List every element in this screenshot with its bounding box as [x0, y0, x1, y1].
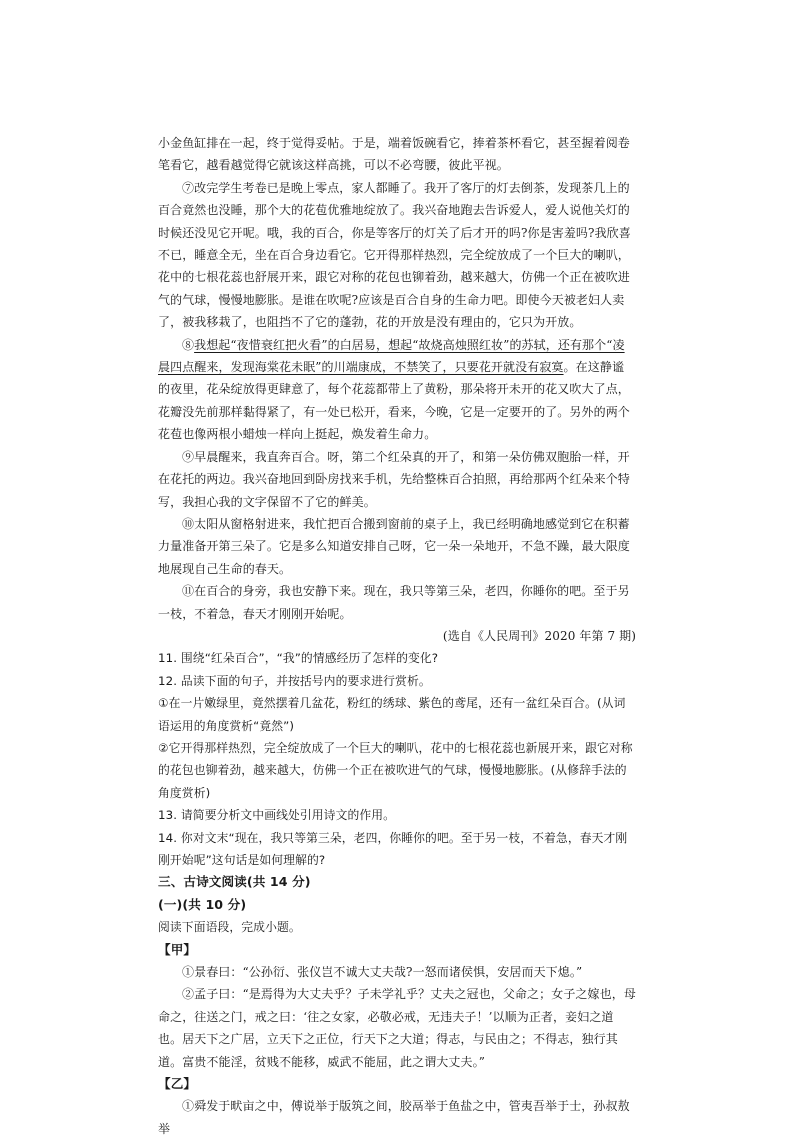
paragraph-8-rest: 。在这静谧的夜里，花朵绽放得更肆意了，每个花蕊都带上了黄粉，那朵将开未开的花又吹大了点，花瓣没先前那样黏得紧了，有一处已松开，看来，今晚，它是一定要开的了。另外的两个花苞也像两根小蜡烛一样向上挺起，焕发着生命力。	[158, 360, 630, 442]
section-3-title: 三、古诗文阅读(共 14 分)	[158, 874, 311, 890]
jia-paragraph-2: ②孟子曰：“是焉得为大丈夫乎？子未学礼乎？丈夫之冠也，父命之；女子之嫁也，母命之，往送之门，戒之曰：‘往之女家，必敬必戒，无违夫子！’以顺为正者，妾妇之道也。居天下之广居，立天下之正位，行天下之大道；得志，与民由之；不得志，独行其道。富贵不能淫，贫贱不能移，威武不能屈，此之谓大丈夫。”	[158, 987, 636, 1069]
underlined-poetry-quote: 我想起“夜惜衰红把火看”的白居易，想起“故烧高烛照红妆”的苏轼，还有那个“凌晨四点醒来，发现海棠花未眠”的川端康成，不禁笑了，只要花开就没有寂寞	[158, 337, 625, 375]
section-3-instruction: 阅读下面语段，完成小题。	[158, 920, 301, 935]
question-13: 13. 请简要分析文中画线处引用诗文的作用。	[158, 808, 396, 823]
jia-paragraph-1: ①景春曰：“公孙衍、张仪岂不诚大丈夫哉?一怒而诸侯惧，安居而天下熄。”	[182, 965, 583, 980]
essay-paragraph-10: ⑩太阳从窗格射进来，我忙把百合搬到窗前的桌子上，我已经明确地感觉到它在积蓄力量准备开第三朵了。它是多么知道安排自己呀，它一朵一朵地开，不急不躁，最大限度地展现自己生命的春天。	[158, 516, 630, 576]
essay-paragraph-9: ⑨早晨醒来，我直奔百合。呀，第二个红朵真的开了，和第一朵仿佛双胞胎一样，开在花托的两边。我兴奋地回到卧房找来手机，先给整株百合拍照，再给那两个红朵来个特写，我担心我的文字保留不了它的鲜美。	[158, 449, 630, 509]
question-12: 12. 品读下面的句子，并按括号内的要求进行赏析。	[158, 673, 431, 688]
yi-paragraph-1: ①舜发于畎亩之中，傅说举于版筑之间，胶鬲举于鱼盐之中，管夷吾举于士，孙叔敖举	[158, 1099, 630, 1136]
essay-paragraph-continued: 小金鱼缸排在一起，终于觉得妥帖。于是，端着饭碗看它，捧着茶杯看它，甚至握着阅卷笔看它，越看越觉得它就该这样高挑，可以不必弯腰，彼此平视。	[158, 136, 630, 173]
question-12-item-2: ②它开得那样热烈，完全绽放成了一个巨大的喇叭，花中的七根花蕊也新展开来，跟它对称的花包也铆着劲，越来越大，仿佛一个正在被吹进气的气球，慢慢地膨胀。(从修辞手法的角度赏析)	[158, 740, 633, 800]
essay-paragraph-11: ⑪在百合的身旁，我也安静下来。现在，我只等第三朵，老四，你睡你的吧。至于另一枝，不着急，春天才刚刚开始呢。	[158, 584, 630, 621]
essay-source: (选自《人民周刊》2020 年第 7 期)	[442, 628, 636, 643]
label-yi: 【乙】	[158, 1076, 197, 1092]
paragraph-8-number: ⑧	[182, 337, 195, 352]
essay-paragraph-7: ⑦改完学生考卷已是晚上零点，家人都睡了。我开了客厅的灯去倒茶，发现茶几上的百合竟然也没睡，那个大的花苞优雅地绽放了。我兴奋地跑去告诉爱人，爱人说他关灯的时候还没见它开呢。哦，我的百合，你是等客厅的灯关了后才开的吗?你是害羞吗?我欣喜不已，睡意全无，坐在百合身边看它。它开得那样热烈，完全绽放成了一个巨大的喇叭，花中的七根花蕊也舒展开来，跟它对称的花包也铆着劲，越来越大，仿佛一个正在被吹进气的气球，慢慢地膨胀。是谁在吹呢?应该是百合自身的生命力吧。即使今天被老妇人卖了，被我移栽了，也阻挡不了它的蓬勃，花的开放是没有理由的，它只为开放。	[158, 180, 631, 330]
document-body	[158, 132, 636, 1140]
question-11: 11. 围绕“红朵百合”，“我”的情感经历了怎样的变化?	[158, 651, 439, 666]
label-jia: 【甲】	[158, 941, 197, 957]
question-14: 14. 你对文末“现在，我只等第三朵，老四，你睡你的吧。至于另一枝，不着急，春天才刚刚开始呢”这句话是如何理解的?	[158, 830, 628, 867]
essay-paragraph-8	[158, 334, 636, 446]
section-3-part-1: (一)(共 10 分)	[158, 896, 247, 912]
question-12-item-1: ①在一片嫩绿里，竟然摆着几盆花，粉红的绣球、紫色的鸢尾，还有一盆红朵百合。(从词语运用的角度赏析“竟然”)	[158, 696, 626, 733]
